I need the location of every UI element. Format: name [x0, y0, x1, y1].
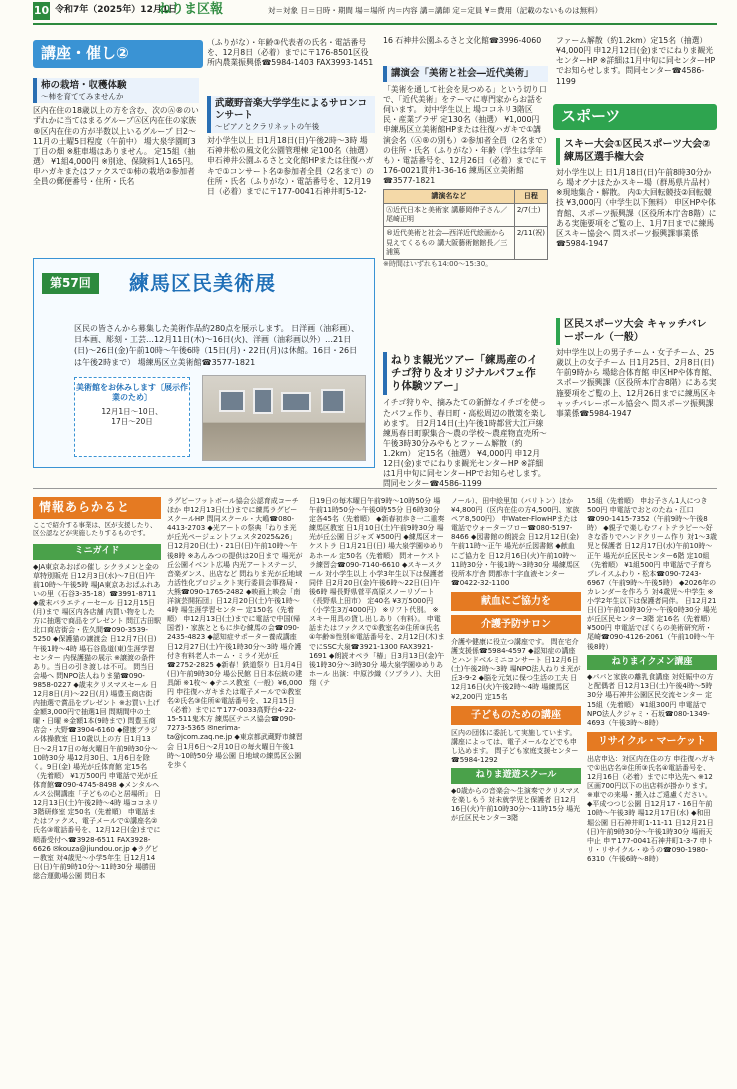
course-persimmon-continued	[207, 38, 375, 98]
sports-catch-volleyball	[556, 318, 717, 486]
section-banner-courses	[33, 40, 203, 68]
sports-body: 対中学生以上の男子チーム・女子チーム、25歳以上の女子チーム 日1月25日、2月8日(日)午前9時から 場総合体育館 申区HPや体育館、スポーツ振興課（区役所本庁舎8階）にある実施要項をご覧の上、12月26日までに練馬区キャッチバレーボール協会へ 問スポーツ振興課事業係☎5984-1947	[556, 348, 717, 418]
info-intro: ここで紹介する事業は、区が支援したり、区公認などが実施したりするものです。	[33, 521, 157, 538]
section-divider	[33, 488, 717, 489]
exhibition-badge: 第57回	[42, 273, 99, 294]
section-title: 情報あらかると	[39, 500, 131, 514]
recycle-heading: リサイクル・マーケット	[587, 732, 717, 751]
section-title: 講座・催し②	[41, 44, 129, 62]
painting-image	[253, 388, 273, 414]
table-header-cell: 講演名など	[384, 190, 515, 204]
legend-text: 対＝対象 日＝日時・期間 場＝場所 内＝内容 講＝講師 定＝定員 ¥＝費用（記載のないものは無料）	[268, 6, 603, 15]
closed-dates: 17日〜20日	[111, 417, 153, 427]
table-cell: 2/7(土)	[514, 204, 547, 227]
issue-date: 令和7年（2025年）12月1日	[55, 5, 178, 15]
table-row	[384, 204, 548, 227]
museum-closed-box	[74, 377, 190, 457]
table-cell: 2/11(祝)	[514, 227, 547, 259]
info-column-3	[309, 497, 445, 1077]
course-body: イチゴ狩りや、摘みたての新鮮なイチゴを使ったパフェ作り、春日町・高松周辺の散策を楽しめます。 日2月14日(土)午後1時都営大江戸線練馬春日町駅集合〜農の学校〜農産物直売所〜午後3時30分みやもとファーム解散（約1.2km） 定15名（抽選） ¥4,000円 申12月12日(金)までにねりま観光センターHP ※詳細は1月中旬に同センターHPでお知らせします。 問同センター☎4586-1199	[383, 398, 547, 489]
course-persimmon	[33, 78, 199, 256]
course-title	[33, 78, 199, 103]
course-body: （ふりがな）・年齢③代表者の氏名・電話番号を、12月8日（必着）までに〒176-8501区役所内農業振興係☎5984-1403 FAX3993-1451	[207, 38, 374, 68]
sports-title: スキー大会①区民スポーツ大会②練馬区選手権大会	[556, 138, 717, 165]
course-title: ねりま観光ツアー「練馬産のイチゴ狩り＆オリジナルパフェ作り体験ツアー」	[383, 352, 548, 395]
ikumen-body: ◆パパと家族の離乳食講座 対妊娠中の方と配偶者 日12月13日(土)午後4時〜5時30分 場石神井公園区民交流センター 定15組（先着順） ¥1組300円 申電話でNPO法人クジャミ・石坂☎080-1349-4693（午後3時〜8時）	[587, 673, 714, 727]
newsletter-logo: ねりま区報	[158, 2, 224, 17]
table-cell: ®近代美術と社会―西洋近代絵画から見えてくるもの 講大阪藝術館館長／三浦篤	[384, 227, 515, 259]
sports-title: 区民スポーツ大会 キャッチバレーボール（一般）	[556, 318, 717, 345]
course-body: 「美術を通して社会を見つめる」という切り口で、「近代美術」をテーマに専門家からお話を伺います。 対中学生以上 場ココネリ3階区民・産業プラザ 定130名（抽選） ¥1,000円 申練馬区立美術館HPまたは往復ハガキで①講演会名（Ⓐ®の別も）②参加者全員（2名まで）の住所・氏名（ふりがな）・年齢（学生は学年も）・電話番号を、12月26日（必着）までに〒176-0021貫井1-36-16 練馬区立美術館☎3577-1821	[383, 84, 548, 185]
painting-image	[281, 392, 311, 412]
mini-guide-heading: ミニガイド	[33, 544, 161, 560]
suku-body: ◆0歳からの音楽会〜生演奏でクリスマスを楽しもう 対未就学児と保護者 日12月16日(火)午前10時30分〜11時15分 場光が丘区民センター3階	[451, 786, 581, 822]
recycle-body: 出店申込：対区内在住の方 申往復ハガキで①出店名②住所③氏名④電話番号を、12月16日（必着）までに申込先へ ※12区画700円以下の出店料が掛かります。 ※車での来場・搬入はご遠慮ください。 ◆平成つつじ公園 日12月17・16日午前10時〜午後3時 場12月17日(水) ◆和田堀公園 日石神井町1-11-11 日12月21日(日)午前9時30分〜午後1時30分 場雨天中止 申〒177-0041石神井町1-3-7 申トリ・リサイクル・ゆうの☎090-1980-6310（午後6時〜8時）	[587, 754, 716, 863]
closed-heading: 美術館をお休みします〔展示作業のため〕	[76, 383, 188, 403]
course-title-text: 講演会「美術と社会―近代美術」	[391, 68, 534, 79]
course-body: 16 石神井公園ふるさと文化館☎3996-4060	[383, 36, 542, 45]
section-banner-info	[33, 497, 161, 519]
art-exhibition-box	[33, 258, 375, 468]
table-note: ※時間はいずれも14:00〜15:30。	[383, 259, 493, 268]
page-header	[0, 0, 737, 24]
table-header-cell: 日程	[514, 190, 547, 204]
painting-image	[321, 389, 345, 413]
course-body: ファーム解散（約1.2km）定15名（抽選）¥4,000円 申12月12日(金)までにねりま観光センターHP ※詳細は1月中旬に同センターHPでお知らせします。問同センター☎4586-1199	[556, 36, 716, 86]
course-subtitle: 〜ピアノとクラリネットの午後	[215, 121, 320, 131]
page-number: 10	[33, 2, 50, 20]
course-strawberry-tour	[383, 352, 548, 489]
info-column-4	[451, 497, 581, 1077]
section-title: スポーツ	[561, 107, 621, 125]
kodomo-heading: 子どものための講座	[451, 706, 581, 725]
section-banner-sports	[553, 104, 717, 130]
course-lecture-modern-art	[383, 66, 548, 346]
course-tour-continued	[556, 36, 717, 102]
kenketsu-heading: 献血にご協力を	[451, 592, 581, 611]
closed-dates: 12月1日〜10日、	[101, 407, 163, 417]
kodomo-body: 区内の団体に委託して実施しています。講座によっては、電子メールなどでも申し込めます。 問子ども家庭支援センター☎5984-1292	[451, 728, 579, 764]
header-rule	[33, 23, 717, 25]
info-column-2	[167, 497, 303, 1077]
ikumen-heading: ねりまイクメン講座	[587, 655, 717, 671]
sports-body: 対小学生以上 日1月18日(日)午前8時30分から 場オグナほたかスキー場（群馬県片品村） ※現地集合・解散。 内①大回転競技②回転競技 ¥3,000円（中学生以下無料） 申区HPや体育館、スポーツ振興課（区役所本庁舎8階）にある実施要項をご覧の上、1月7日までに練馬区スキー協会へ 問スポーツ振興課事業係☎5984-1947	[556, 168, 717, 248]
exhibition-title: 練馬区民美術展	[129, 271, 276, 295]
course-title	[207, 96, 375, 133]
info-column-5	[587, 497, 717, 1077]
course-body: 対小学生以上 日1月18日(日)午後2時〜3時 場石神井松の風文化公園管理棟 定100名（抽選） 申石神井公園ふるさと文化館HPまたは往復ハガキで①コンサート名②参加者全員（2名まで）の住所・氏名（ふりがな）・電話番号を、12月19日（必着）までに〒177-0041石神井町5-12-	[207, 136, 375, 196]
table-header-row	[384, 190, 548, 204]
suku-heading: ねりま遊遊スクール	[451, 768, 581, 784]
lecture-schedule-table	[383, 189, 548, 260]
info-column-1	[33, 541, 161, 1077]
course-concert-continued	[383, 36, 548, 64]
info-items: ノール）、田中絵里加（バリトン）ほか ¥4,800円（区内在住の方4,500円、家族ペア8,500円） 申Water-FlowHPまたは電話でウォーターフロー☎080-5197-8466 ◆図書館の朗読会 日12月12日(金)午前11時〜正午 場光が丘図書館 ◆献血にご協力を 日12月16日(火)午前10時〜11時30分・午後1時〜3時30分 場練馬区役所本庁舎 問都赤十字血液センター☎0422-32-1100	[451, 497, 580, 587]
course-title-text: 柿の栽培・収穫体験	[41, 80, 127, 91]
table-row	[384, 227, 548, 259]
course-salon-concert	[207, 96, 375, 256]
kaigo-body: 介護や健康に役立つ講座です。 問在宅介護支援係☎5984-4597 ◆認知症の講座とハンドベルミニコンサート 日12月6日(土)午後2時〜3時 場NPO法人ねりま光が丘3-9-2 ◆脳を元気に保つ生活の工夫 日12月16日(火)午後2時〜4時 場練馬区 ¥2,200円 定15名	[451, 637, 581, 701]
info-items: 15組（先着順） 申お子さん1人につき500円 申電話でおとのたね・江口☎090-1415-7352（午前9時〜午後8時） ◆親子で楽しむフィトテラピー〜好きな香りでハンドクリーム作り 対1〜3歳児と保護者 日12月17日(水)午前10時〜正午 場光が丘区民センター6階 定10組（先着順） ¥1組500円 申電話で子育ちプレイスふわり・松本☎090-7243-6967（午前9時〜午後5時） ◆2026年のカレンダーを作ろう 対4歳児〜中学生 ※小学2年生以下は保護者同伴。 日12月21日(日)午前10時30分〜午後0時30分 場光が丘区民センター3階 定16名（先着順） ¥500円 申電話でぽくらの美術研究所・尾崎☎090-4126-2061（午前10時〜午後8時）	[587, 497, 717, 651]
info-items: 日19日の毎木曜日午前9時〜10時50分 場午前11時50分〜午後0時55分 日6時30分 定各45名（先着順） ◆新春初歩き一二重奏練馬区教室 日1月10日(土)午前9時30分 場光が丘公園 日ジャズ ¥500円 ◆練馬区オーケストラ 日1月21日(日) 場大泉学園ゆめりあホール 定50名（先着順） 問オーケストラ練習会☎090-7140-6610 ◆スキースクール 対小学生以上 小学3年生以下は保護者同伴 日2月20日(金)午後6時〜22日(日)午後6時 場長野県菅平高原スノーリゾート（長野県上田市） 定40名 ¥3万5000円（小学生3万4000円） ※リフト代別。 ※スキー用具の貸し出しあり（有料）。 申電話またはファクスで①教室名②住所③氏名④年齢⑤性別⑥電話番号を、2月12日(木)までにSSC大泉☎3921-1300 FAX3921-1691 ◆朗読オペラ「椿」日3月13日(金)午後1時30分〜3時30分 場大泉学園ゆめりあホール 出演：中原沙織（ソプラノ）、大田翔（テ	[309, 497, 445, 687]
sports-ski	[556, 138, 717, 316]
course-title-text: 武蔵野音楽大学学生によるサロンコンサート	[215, 98, 368, 121]
painting-image	[219, 390, 245, 412]
exhibition-body: 区民の皆さんから募集した美術作品約280点を展示します。 日洋画（油彩画）、日本画、彫刻・工芸…12月11日(木)〜16日(火)、洋画（油彩画以外）…21日(日)〜26日(金)午前10時〜午後6時（15日(月)・22日(月)は休館。16日・26日は午後2時まで） 場練馬区立美術館☎3577-1821	[74, 324, 360, 367]
info-items: ◆JA東京あおばの催し シクラメンと金の草特別販売 日12月3日(水)〜7日(日)午前10時〜午後5時 場JA東京あおばふれあいの里（石谷3-35-18）☎3991-8711 ◆歳末バラエティーセール 日12月15日(月)まで 場区内各店舗 内買い物をした方に抽選で商品をプレゼント 問江古田駅北口商店街会・佐久間☎090-3539-5250 ◆保護猫の譲渡会 日12月7日(日)午後1時〜4時 場石谷島道(東)生涯学習センター 内保護猫の展示 ※譲渡の条件あり。当日の引き渡しは不可。 問当日会場へ 問NPO法人ねりま猫☎090-9858-0227 ◆歳末クリスマスセール 日12月8日(月)〜22日(月) 場豊玉商店街 内抽選で賞品をプレゼント ※お買い上げ金額3,000円で抽選1回 問期間中の土曜・日曜 ※金額1本(9時まで) 問豊玉商店会・大野☎3904-6160 ◆健康ブラジル体操教室 日10歳以上の方 日1月13日〜2月17日の毎火曜日午前9時30分〜10時30分 場12月30日、1月6日を除く。9日(金) 場光が丘体育館 定15名（先着順） ¥1万500円 申電話で光が丘体育館☎090-4745-8498 ◆メンタルヘルス公開講座「子どもの心と居場所」 日12月13日(土)午後2時〜4時 場ココネリ3階研修室 定50名（先着順） 申電話またはファクス、電子メールで①講座名②氏名③電話番号を、12月12日(金)までに順番受付へ☎3928-6511 FAX3928-6626 ✉kouza@jiundou.or.jp ◆ラグビー教室 対4歳児〜小学5年生 日12月14日(日)午前9時10分〜11時30分 場勝田総合運動場公園 問日本	[33, 562, 162, 880]
course-subtitle: 〜柿を育ててみませんか	[41, 91, 124, 101]
course-title	[383, 66, 548, 82]
info-items: ラグビーフットボール協会公認育成コーチほか 申12月13日(土)までに練馬ラグビースクールHP 問同スクール・大嶋☎080-4413-2703 ◆光アートの祭典「ねりま光が丘光ページェントフェスタ2025&26」 日12月20日(土)・21日(日)午前10時〜午後8時 ※あんみつの提供は20日まで 場光が丘公園イベント広場 内光アートステージ、音楽ダンス、出店など 問ねりま光が丘地域力活性化プロジェクト実行委員会事務局・大熊☎090-1765-2482 ◆映画上映会「南洋演芸開拓団」日12月20日(土)午後1時〜4時 場生涯学習センター 定150名（先着順） 申12月13日(土)までに電話で中国(帰国者)・家族とともに歩む練馬の会☎090-2435-4823 ◆認知症サポーター養成講座 日12月27日(土)午後1時30分〜3時 場介護付き有料老人ホーム・ミライ光が丘 ☎2752-2825 ◆新春！鉄道祭り 日1月4日(日)午前9時30分 場公民館 日日本伝統の建具師 ※1枚〜 ◆テニス教室（一般）¥6,000円 申往復ハガキまたは電子メールで①教室名②氏名③住所④電話番号を、12月15日（必着）までに〒177-0033高野台4-22-15-511鬼木方 練馬区テニス協会☎090-7273-5365 ✉nerima-ta@jcom.zaq.ne.jp ◆東京都武蔵野市練習会 日1月6日〜2月10日の毎火曜日午後1時〜10時50分 場公園 日地域の練馬区公園を歩く	[167, 497, 303, 769]
kaigo-heading: 介護予防サロン	[451, 615, 581, 634]
course-body: 区内在住の18歳以上の方を含む、次のⒶ®のいずれかに当てはまるグループⒶ区内在住の家族®区内在住の方が半数以上いるグループ 日2〜11月の土曜5日程度（午前中） 場大泉学園町3丁目の畑 ※駐車場はありません。 定15組（抽選） ¥1組4,000円 ※別途、保険料1人165円。 申ハガキまたはファクスで①柿の栽培②参加者全員の郵便番号・住所・氏名	[33, 106, 199, 187]
gallery-photo	[202, 375, 366, 461]
table-cell: Ⓐ近代日本と美術家 講藤岡伸子さん／尾崎正明	[384, 204, 515, 227]
